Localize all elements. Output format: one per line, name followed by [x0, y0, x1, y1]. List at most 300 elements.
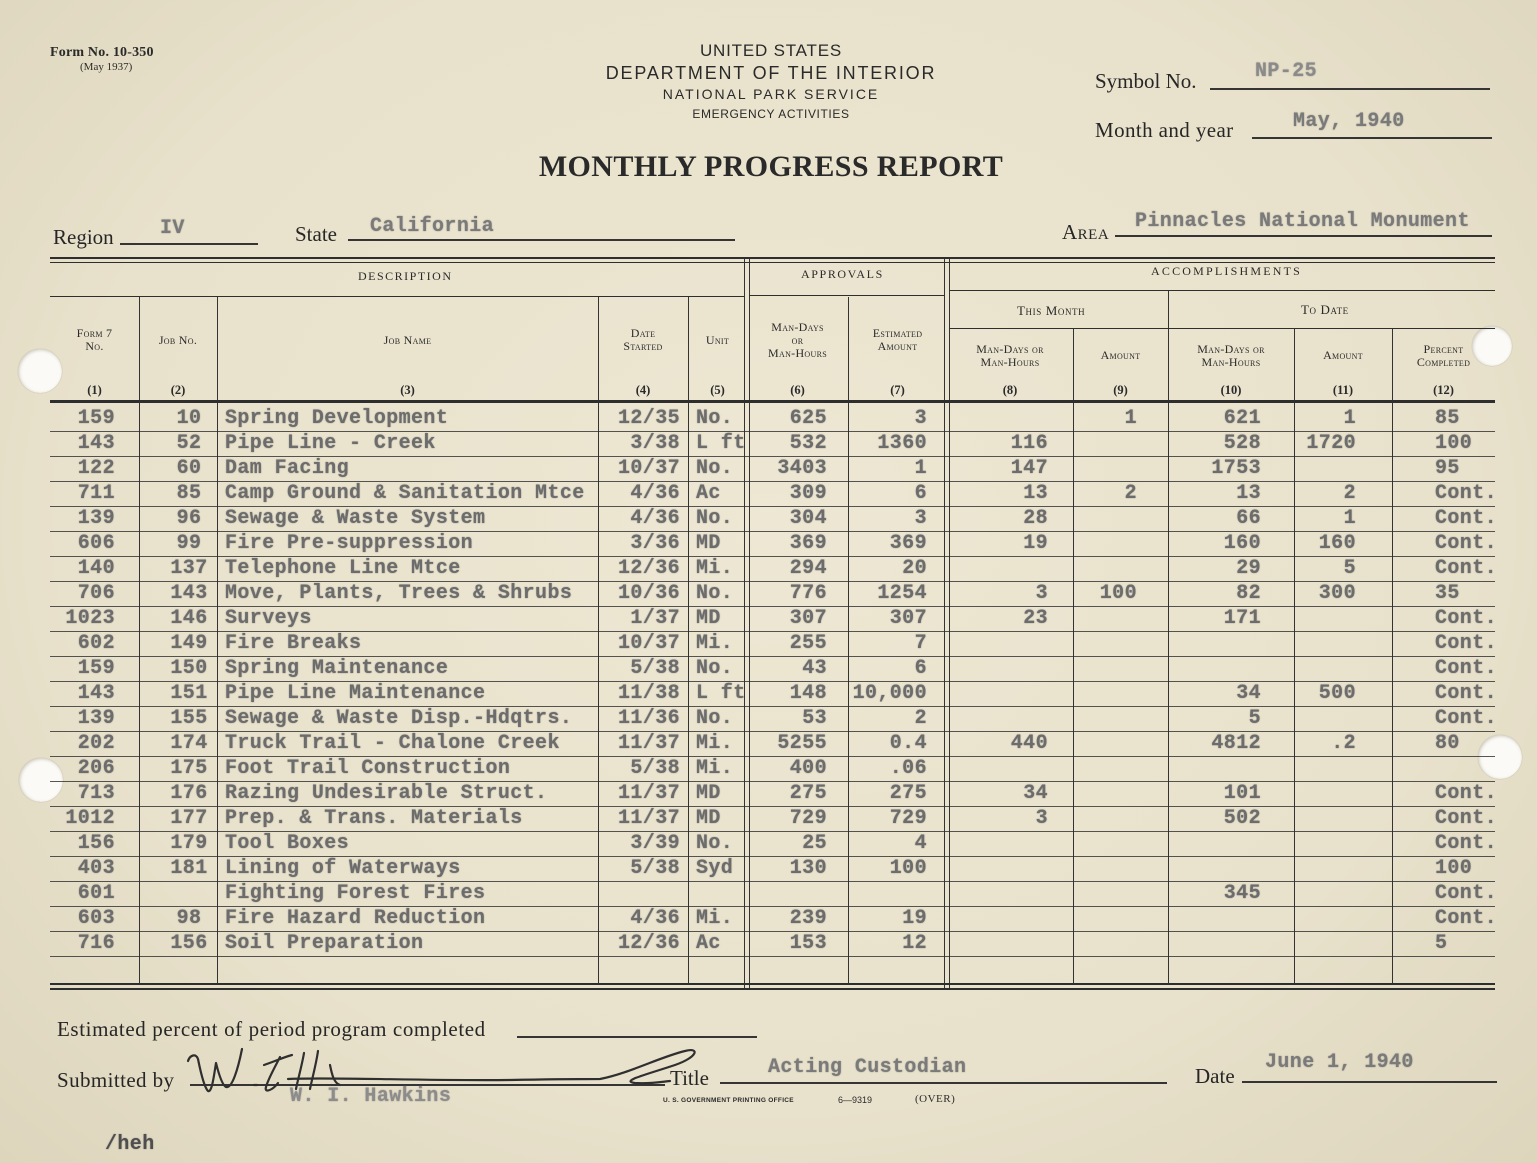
column-header-cell	[947, 330, 1073, 381]
row-rule	[50, 296, 744, 297]
cell-todate-man-days: 101	[1223, 782, 1261, 805]
form-edition: (May 1937)	[80, 61, 133, 73]
cell-month-man-days	[947, 907, 1073, 931]
cell-month-amount	[1073, 832, 1168, 856]
cell-month-amount	[1073, 632, 1168, 656]
cell-month-amount: 2	[1124, 482, 1137, 505]
cell-todate-amount: 1720	[1306, 432, 1356, 455]
cell-todate-amount: 5	[1343, 557, 1356, 580]
cell-approved-man-days: 369	[789, 532, 827, 555]
cell-approved-man-days: 625	[789, 407, 827, 430]
column-number-form7-no: (1)	[87, 383, 102, 397]
cell-unit: Mi.	[696, 632, 734, 655]
group-accomplishments: ACCOMPLISHMENTS	[1151, 264, 1303, 278]
column-header-job-no: Job No.	[158, 332, 198, 347]
cell-percent-completed: Cont.	[1435, 607, 1498, 630]
cell-month-amount	[1073, 932, 1168, 956]
cell-estimated-amount: 6	[914, 657, 927, 680]
cell-unit: MD	[696, 532, 721, 555]
month-year-label: Month and year	[1095, 118, 1234, 142]
column-header-estimated-amount: Estimated Amount	[872, 326, 923, 353]
cell-percent-completed: Cont.	[1435, 682, 1498, 705]
column-header-cell	[1392, 330, 1495, 381]
column-header-cell	[139, 299, 217, 381]
symbol-underline	[1210, 88, 1490, 90]
cell-month-man-days: 3	[1035, 807, 1048, 830]
cell-percent-completed: Cont.	[1435, 482, 1498, 505]
cell-date-started: 10/37	[617, 457, 680, 480]
cell-percent-completed: 35	[1435, 582, 1460, 605]
cell-form7-no: 202	[77, 732, 115, 755]
cell-percent-completed: 100	[1435, 857, 1473, 880]
table-row	[50, 757, 1495, 782]
cell-date-started: 4/36	[630, 482, 680, 505]
estimate-label: Estimated percent of period program completed	[57, 1017, 486, 1041]
cell-month-man-days	[947, 882, 1073, 906]
cell-month-man-days: 147	[1010, 457, 1048, 480]
cell-estimated-amount: 2	[914, 707, 927, 730]
agency-line-2: DEPARTMENT OF THE INTERIOR	[605, 63, 937, 83]
column-number-job-name: (3)	[400, 383, 415, 397]
cell-percent-completed: 5	[1435, 932, 1448, 955]
area-underline	[1115, 235, 1492, 237]
cell-form7-no: 156	[77, 832, 115, 855]
row-rule	[50, 983, 1495, 985]
cell-approved-man-days: 239	[789, 907, 827, 930]
table-row	[50, 557, 1498, 582]
table-row	[50, 907, 1498, 932]
cell-approved-man-days: 400	[789, 757, 827, 780]
cell-estimated-amount: 7	[914, 632, 927, 655]
column-number-unit: (5)	[710, 383, 725, 397]
cell-month-man-days	[947, 682, 1073, 706]
cell-date-started: 11/37	[617, 807, 680, 830]
row-rule	[949, 328, 1495, 329]
cell-job-name: Tool Boxes	[225, 832, 350, 855]
cell-todate-amount	[1294, 632, 1392, 656]
table-row	[50, 832, 1498, 857]
cell-approved-man-days: 294	[789, 557, 827, 580]
cell-todate-amount	[1294, 657, 1392, 681]
date-label: Date	[1195, 1064, 1235, 1088]
cell-job-name: Razing Undesirable Struct.	[225, 782, 548, 805]
cell-unit: Syd	[696, 857, 734, 880]
row-rule	[949, 290, 1495, 291]
cell-month-amount	[1073, 682, 1168, 706]
cell-todate-man-days	[1168, 632, 1294, 656]
cell-percent-completed: Cont.	[1435, 657, 1498, 680]
state-label: State	[295, 222, 337, 246]
cell-approved-man-days: 729	[789, 807, 827, 830]
cell-month-amount	[1073, 657, 1168, 681]
cell-todate-man-days: 345	[1223, 882, 1261, 905]
cell-estimated-amount: 4	[914, 832, 927, 855]
cell-todate-amount: 160	[1318, 532, 1356, 555]
cell-percent-completed: Cont.	[1435, 707, 1498, 730]
cell-job-name: Soil Preparation	[225, 932, 424, 955]
cell-form7-no: 603	[77, 907, 115, 930]
cell-job-no: 137	[170, 557, 208, 580]
cell-todate-man-days: 160	[1223, 532, 1261, 555]
cell-unit: L ft	[696, 682, 746, 705]
cell-todate-man-days: 1753	[1211, 457, 1261, 480]
cell-job-name: Fighting Forest Fires	[225, 882, 486, 905]
cell-form7-no: 143	[77, 432, 115, 455]
cell-todate-man-days	[1168, 932, 1294, 956]
cell-date-started: 3/36	[630, 532, 680, 555]
cell-todate-man-days: 621	[1223, 407, 1261, 430]
column-header-cell	[1073, 330, 1168, 381]
cell-form7-no: 206	[77, 757, 115, 780]
cell-todate-man-days: 82	[1236, 582, 1261, 605]
cell-date-started: 12/36	[617, 557, 680, 580]
cell-todate-man-days: 171	[1223, 607, 1261, 630]
cell-job-name: Surveys	[225, 607, 312, 630]
cell-percent-completed: Cont.	[1435, 532, 1498, 555]
row-rule	[50, 400, 1495, 403]
table-row	[50, 732, 1495, 757]
cell-unit: No.	[696, 832, 734, 855]
cell-job-name: Spring Maintenance	[225, 657, 449, 680]
table-row	[50, 507, 1498, 532]
cell-month-amount	[1073, 557, 1168, 581]
cell-approved-man-days: 532	[789, 432, 827, 455]
column-header-percent-completed: Percent Completed	[1416, 341, 1471, 369]
cell-date-started: 12/36	[617, 932, 680, 955]
cell-todate-amount	[1294, 782, 1392, 806]
cell-unit: Mi.	[696, 757, 734, 780]
cell-month-man-days	[947, 557, 1073, 581]
cell-month-man-days	[947, 832, 1073, 856]
cell-job-name: Prep. & Trans. Materials	[225, 807, 523, 830]
agency-line-3: NATIONAL PARK SERVICE	[662, 86, 880, 102]
cell-estimated-amount: 729	[889, 807, 927, 830]
cell-approved-man-days: 130	[789, 857, 827, 880]
cell-todate-amount: 1	[1343, 507, 1356, 530]
cell-job-name: Fire Breaks	[225, 632, 362, 655]
row-rule	[50, 257, 1495, 259]
cell-approved-man-days: 255	[789, 632, 827, 655]
table-row	[50, 782, 1498, 807]
cell-todate-amount	[1294, 857, 1392, 881]
cell-month-amount	[1073, 907, 1168, 931]
cell-month-amount	[1073, 457, 1168, 481]
cell-todate-amount	[1294, 707, 1392, 731]
cell-form7-no: 1012	[65, 807, 115, 830]
row-rule	[749, 295, 944, 296]
table-row	[50, 432, 1495, 457]
cell-month-man-days: 28	[1023, 507, 1048, 530]
cell-approved-man-days: 5255	[777, 732, 827, 755]
cell-todate-amount	[1294, 457, 1392, 481]
printer-code: 6—9319	[838, 1095, 873, 1105]
cell-form7-no: 159	[77, 657, 115, 680]
cell-form7-no: 139	[77, 707, 115, 730]
cell-form7-no: 140	[77, 557, 115, 580]
cell-job-name: Fire Hazard Reduction	[225, 907, 486, 930]
cell-estimated-amount: 3	[914, 407, 927, 430]
cell-job-name: Pipe Line - Creek	[225, 432, 436, 455]
cell-unit: No.	[696, 507, 734, 530]
cell-job-no	[139, 882, 217, 906]
cell-job-name: Truck Trail - Chalone Creek	[225, 732, 560, 755]
cell-job-no: 155	[170, 707, 208, 730]
cell-month-amount	[1073, 532, 1168, 556]
column-header-cell	[598, 299, 688, 381]
column-header-date-started: Date Started	[623, 326, 663, 353]
cell-unit: No.	[696, 457, 734, 480]
cell-todate-man-days	[1168, 757, 1294, 781]
cell-date-started: 5/38	[630, 757, 680, 780]
cell-date-started: 5/38	[630, 857, 680, 880]
column-number-approved-man-days: (6)	[790, 383, 805, 397]
cell-approved-man-days: 307	[789, 607, 827, 630]
cell-job-no: 175	[170, 757, 208, 780]
cell-job-no: 156	[170, 932, 208, 955]
cell-month-man-days	[947, 757, 1073, 781]
cell-unit: MD	[696, 807, 721, 830]
table-row	[50, 632, 1498, 657]
cell-approved-man-days: 43	[802, 657, 827, 680]
cell-todate-man-days: 528	[1223, 432, 1261, 455]
cell-todate-man-days	[1168, 857, 1294, 881]
cell-job-name: Sewage & Waste Disp.-Hdqtrs.	[225, 707, 573, 730]
cell-job-no: 96	[176, 507, 202, 530]
agency-line-4: EMERGENCY ACTIVITIES	[692, 107, 850, 121]
cell-job-no: 177	[170, 807, 208, 830]
group-description: DESCRIPTION	[358, 269, 453, 283]
cell-approved-man-days: 3403	[777, 457, 827, 480]
column-number-estimated-amount: (7)	[890, 383, 905, 397]
table-row	[50, 407, 1495, 432]
cell-todate-amount	[1294, 807, 1392, 831]
title-value: Acting Custodian	[768, 1056, 967, 1079]
cell-date-started: 11/36	[617, 707, 680, 730]
cell-estimated-amount: .06	[889, 757, 927, 780]
month-year-underline	[1252, 137, 1492, 139]
cell-job-no: 151	[170, 682, 208, 705]
cell-form7-no: 602	[77, 632, 115, 655]
cell-unit: MD	[696, 782, 721, 805]
cell-date-started: 1/37	[630, 607, 680, 630]
submitted-by-label: Submitted by	[57, 1068, 175, 1092]
cell-unit: MD	[696, 607, 721, 630]
date-underline	[1242, 1081, 1497, 1083]
cell-month-man-days	[947, 932, 1073, 956]
cell-todate-amount: 500	[1318, 682, 1356, 705]
cell-job-name: Camp Ground & Sanitation Mtce	[225, 482, 585, 505]
column-header-month-amount: Amount	[1100, 348, 1141, 362]
cell-job-name: Foot Trail Construction	[225, 757, 511, 780]
cell-approved-man-days: 275	[789, 782, 827, 805]
cell-month-man-days: 116	[1010, 432, 1048, 455]
cell-unit	[688, 882, 747, 906]
cell-month-man-days	[947, 657, 1073, 681]
cell-estimated-amount: 369	[889, 532, 927, 555]
state-underline	[348, 239, 735, 241]
cell-unit: Mi.	[696, 557, 734, 580]
table-row	[50, 857, 1495, 882]
cell-form7-no: 143	[77, 682, 115, 705]
cell-estimated-amount: 10,000	[852, 682, 927, 705]
column-header-todate-man-days: Man-Days or Man-Hours	[1197, 341, 1265, 369]
form-number: Form No. 10-350	[50, 45, 154, 60]
cell-approved-man-days: 309	[789, 482, 827, 505]
title-underline	[720, 1082, 1167, 1084]
cell-job-no: 85	[176, 482, 202, 505]
cell-job-name: Dam Facing	[225, 457, 350, 480]
date-value: June 1, 1940	[1265, 1051, 1414, 1074]
cell-month-amount	[1073, 507, 1168, 531]
state-value: California	[370, 215, 495, 238]
cell-todate-man-days: 13	[1236, 482, 1261, 505]
symbol-label: Symbol No.	[1095, 69, 1197, 93]
cell-approved-man-days: 304	[789, 507, 827, 530]
cell-job-no: 52	[176, 432, 202, 455]
over-note: (OVER)	[915, 1093, 956, 1105]
cell-date-started: 3/39	[630, 832, 680, 855]
agency-line-1: UNITED STATES	[699, 41, 842, 60]
cell-job-name: Spring Development	[225, 407, 449, 430]
page-title: MONTHLY PROGRESS REPORT	[538, 150, 1004, 183]
group-this-month: This Month	[1017, 303, 1086, 318]
table-row	[50, 582, 1495, 607]
cell-job-no: 176	[170, 782, 208, 805]
cell-form7-no: 711	[77, 482, 115, 505]
cell-unit: Ac	[696, 482, 721, 505]
table-row-blank	[50, 957, 1495, 982]
month-year-value: May, 1940	[1293, 110, 1405, 133]
cell-date-started: 3/38	[630, 432, 680, 455]
cell-unit: Ac	[696, 932, 721, 955]
cell-month-amount	[1073, 732, 1168, 756]
cell-percent-completed: Cont.	[1435, 782, 1498, 805]
cell-percent-completed: Cont.	[1435, 632, 1498, 655]
cell-unit: No.	[696, 657, 734, 680]
table-body	[50, 407, 1498, 982]
cell-todate-man-days: 5	[1248, 707, 1261, 730]
cell-job-no: 146	[170, 607, 208, 630]
cell-job-no: 174	[170, 732, 208, 755]
cell-approved-man-days: 153	[789, 932, 827, 955]
cell-unit: No.	[696, 407, 734, 430]
cell-unit: No.	[696, 707, 734, 730]
column-number-todate-amount: (11)	[1332, 383, 1354, 397]
area-label: Area	[1062, 220, 1110, 244]
column-number-month-man-days: (8)	[1002, 383, 1018, 397]
column-number-date-started: (4)	[635, 383, 651, 397]
cell-form7-no: 122	[77, 457, 115, 480]
region-label: Region	[53, 225, 114, 249]
group-approvals: APPROVALS	[801, 267, 884, 281]
cell-approved-man-days: 53	[802, 707, 827, 730]
column-header-cell	[1294, 330, 1392, 381]
cell-todate-amount: 2	[1343, 482, 1356, 505]
printer-imprint: U. S. GOVERNMENT PRINTING OFFICE	[663, 1097, 794, 1104]
cell-percent-completed: 85	[1435, 407, 1460, 430]
cell-todate-man-days: 4812	[1211, 732, 1261, 755]
cell-month-amount	[1073, 432, 1168, 456]
cell-percent-completed: Cont.	[1435, 557, 1498, 580]
cell-approved-man-days	[747, 882, 848, 906]
cell-month-man-days	[947, 707, 1073, 731]
cell-date-started: 4/36	[630, 507, 680, 530]
cell-todate-amount	[1294, 882, 1392, 906]
cell-form7-no: 706	[77, 582, 115, 605]
column-header-cell	[848, 299, 947, 381]
cell-job-name: Fire Pre-suppression	[225, 532, 474, 555]
cell-todate-man-days	[1168, 657, 1294, 681]
cell-estimated-amount	[848, 882, 947, 906]
table-row	[50, 932, 1495, 957]
column-number-job-no: (2)	[170, 383, 186, 397]
cell-job-name: Move, Plants, Trees & Shrubs	[225, 582, 573, 605]
cell-percent-completed: Cont.	[1435, 907, 1498, 930]
group-to-date: To Date	[1301, 302, 1349, 317]
cell-todate-man-days: 66	[1236, 507, 1261, 530]
column-header-cell	[747, 299, 848, 381]
cell-percent-completed: 80	[1435, 732, 1460, 755]
cell-todate-amount	[1294, 907, 1392, 931]
cell-month-man-days: 3	[1035, 582, 1048, 605]
cell-job-no: 179	[170, 832, 208, 855]
column-header-cell	[1168, 330, 1294, 381]
cell-job-name: Telephone Line Mtce	[225, 557, 461, 580]
cell-todate-man-days: 34	[1236, 682, 1261, 705]
table-row	[50, 707, 1498, 732]
column-header-todate-amount: Amount	[1323, 348, 1363, 362]
cell-month-man-days: 34	[1023, 782, 1048, 805]
table-row	[50, 482, 1498, 507]
row-rule	[50, 988, 1495, 990]
table-row	[50, 457, 1495, 482]
cell-month-amount	[1073, 757, 1168, 781]
cell-unit: No.	[696, 582, 734, 605]
cell-todate-man-days: 29	[1236, 557, 1261, 580]
region-underline	[120, 243, 258, 245]
typist-initials: /heh	[105, 1133, 155, 1156]
table-row	[50, 607, 1498, 632]
cell-month-man-days	[947, 407, 1073, 431]
cell-approved-man-days: 25	[802, 832, 827, 855]
cell-date-started: 11/37	[617, 782, 680, 805]
cell-todate-man-days	[1168, 907, 1294, 931]
cell-todate-man-days	[1168, 832, 1294, 856]
cell-percent-completed: 95	[1435, 457, 1460, 480]
column-header-cell	[50, 299, 139, 381]
cell-estimated-amount: 1360	[877, 432, 927, 455]
cell-month-man-days: 23	[1023, 607, 1048, 630]
cell-estimated-amount: 100	[889, 857, 927, 880]
cell-unit: L ft	[696, 432, 746, 455]
column-number-month-amount: (9)	[1113, 383, 1128, 397]
cell-form7-no: 716	[77, 932, 115, 955]
symbol-value: NP-25	[1255, 60, 1318, 83]
cell-job-no: 98	[176, 907, 202, 930]
cell-percent-completed: 100	[1435, 432, 1473, 455]
cell-job-no: 99	[176, 532, 202, 555]
cell-job-name: Lining of Waterways	[225, 857, 461, 880]
cell-month-amount: 1	[1124, 407, 1137, 430]
region-value: IV	[160, 217, 185, 240]
cell-form7-no: 713	[77, 782, 115, 805]
cell-percent-completed: Cont.	[1435, 882, 1498, 905]
column-header-cell	[217, 299, 598, 381]
cell-form7-no: 601	[77, 882, 115, 905]
cell-job-name: Sewage & Waste System	[225, 507, 486, 530]
cell-todate-amount: 1	[1343, 407, 1356, 430]
column-header-job-name: Job Name	[383, 332, 432, 347]
